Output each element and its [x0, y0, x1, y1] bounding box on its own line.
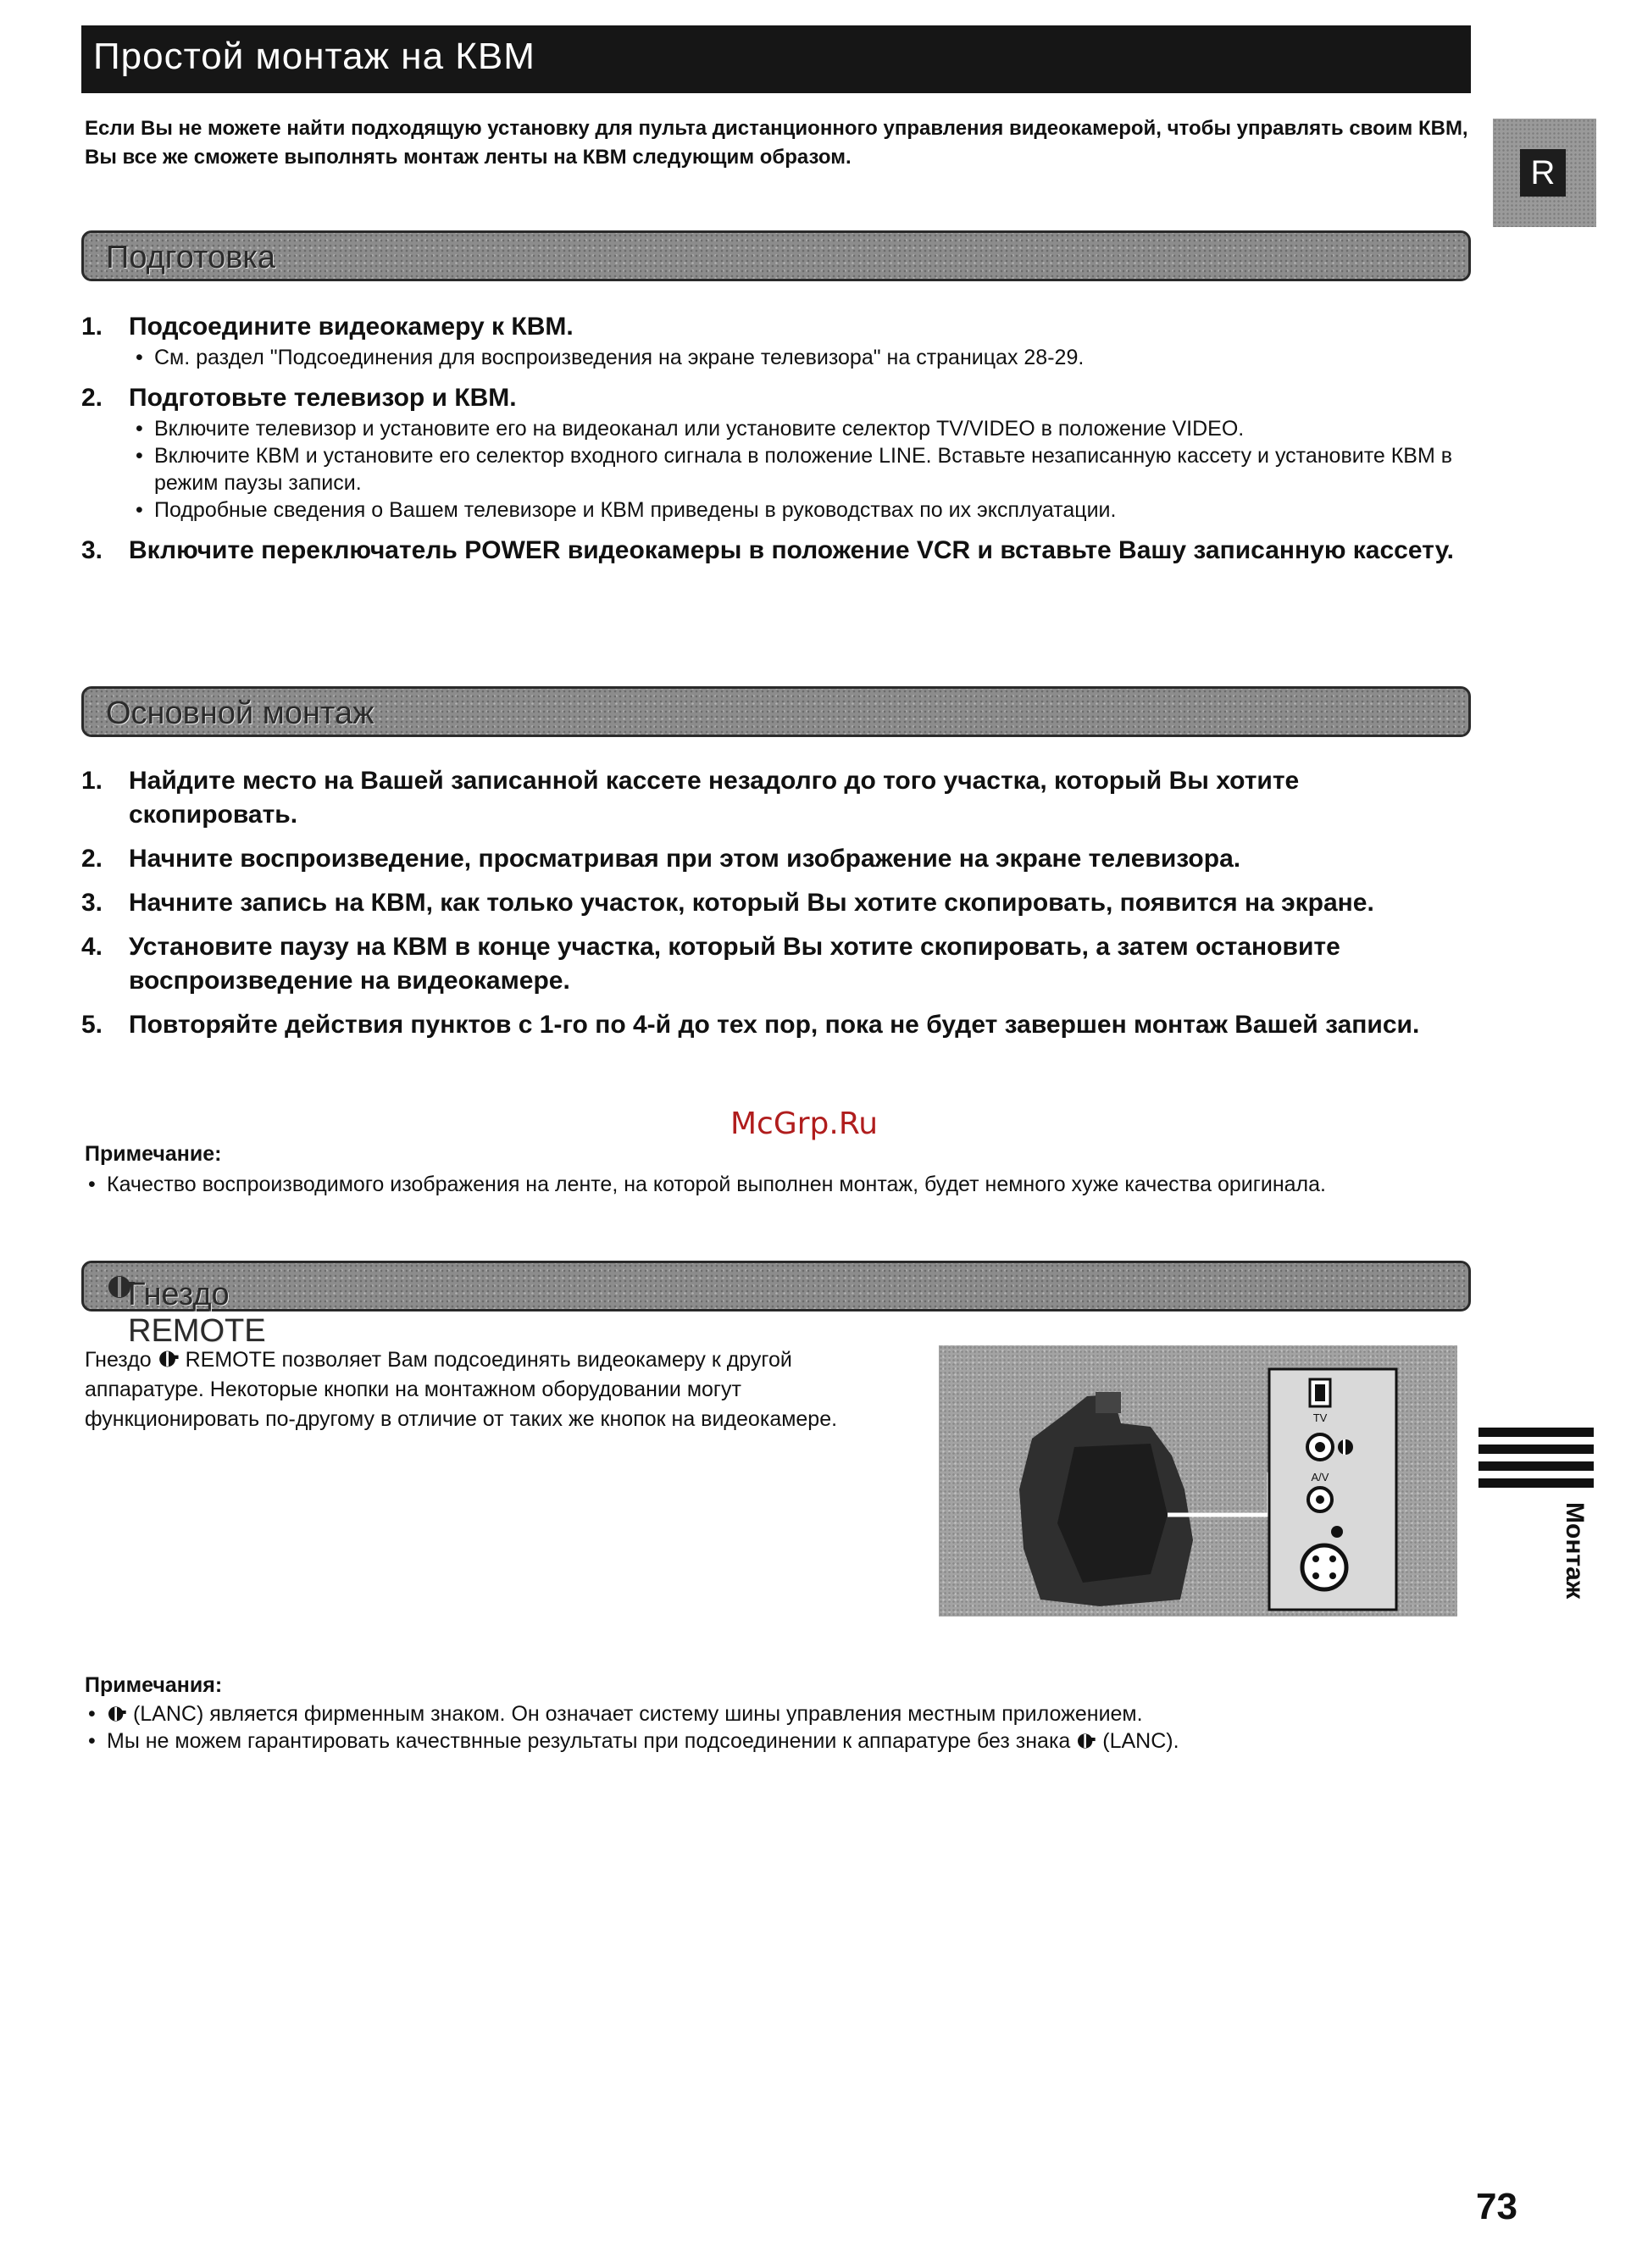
chapter-label-text: Монтаж	[1561, 1502, 1589, 1600]
tv-jack-label: TV	[1312, 1411, 1328, 1424]
language-tab	[1493, 119, 1596, 227]
intro-paragraph: Если Вы не можете найти подходящую установку для пульта дистанционного управления видеокамерой, чтобы управлять своим КВМ, Вы все же сможете выполнять монтаж ленты на КВМ следующим образом.	[85, 117, 1468, 169]
list-item	[81, 1008, 1471, 1042]
step-number: 5.	[81, 1011, 103, 1039]
bullet: • Подробные сведения о Вашем телевизоре и КВМ приведены в руководствах по их эксплуатации.	[129, 496, 1471, 524]
note-list	[81, 1171, 1471, 1198]
note-bullet	[81, 1700, 1471, 1727]
section-heading-basic-editing	[81, 686, 1471, 737]
page-title-bar	[81, 25, 1471, 93]
remote-text-prefix: Гнездо	[85, 1348, 152, 1372]
section-heading-remote	[81, 1261, 1471, 1349]
basic-editing-steps	[81, 764, 1471, 1052]
step-text: Подготовьте телевизор и КВМ.	[129, 384, 517, 412]
step-text: Повторяйте действия пунктов с 1-го по 4-й до тех пор, пока не будет завершен монтаж Вашей записи.	[129, 1011, 1420, 1039]
chapter-marker-bars	[1478, 1428, 1594, 1488]
step-number: 3.	[81, 536, 103, 564]
note-text: Мы не можем гарантировать качествнные результаты при подсоединении к аппаратуре без знака	[107, 1729, 1071, 1753]
camcorder-jack-figure	[939, 1345, 1457, 1616]
bullet: • См. раздел "Подсоединения для воспроизведения на экране телевизора" на страницах 28-29.	[129, 344, 1471, 371]
step-text: Установите паузу на КВМ в конце участка, который Вы хотите скопировать, а затем остановите воспроизведение на видеокамере.	[129, 933, 1340, 995]
notes-heading: Примечания:	[85, 1673, 223, 1697]
note-text: (LANC) является фирменным знаком. Он означает систему шины управления местным приложением.	[132, 1702, 1143, 1726]
step-number: 3.	[81, 889, 103, 917]
remote-text-body: REMOTE позволяет Вам подсоединять видеокамеру к другой аппаратуре. Некоторые кнопки на монтажном оборудовании могут функционировать по-другому в отличие от таких же кнопок на видеокамере.	[85, 1348, 838, 1431]
section-heading-preparation	[81, 230, 1471, 281]
step-number: 2.	[81, 845, 103, 873]
note-heading: Примечание:	[85, 1142, 222, 1166]
chapter-side-label	[1478, 1428, 1594, 1600]
step-text: Найдите место на Вашей записанной кассете незадолго до того участка, который Вы хотите скопировать.	[129, 767, 1300, 829]
section-heading-text: Основной монтаж	[106, 696, 374, 731]
step-text: Подсоедините видеокамеру к КВМ.	[129, 313, 574, 341]
step-number: 2.	[81, 384, 103, 412]
lanc-icon	[107, 1705, 127, 1723]
list-item	[81, 310, 1471, 371]
list-item	[81, 764, 1471, 832]
step-text: Начните запись на КВМ, как только участок, который Вы хотите скопировать, появится на экране.	[129, 889, 1374, 917]
section-heading-text	[106, 1270, 266, 1349]
step-text: Начните воспроизведение, просматривая при этом изображение на экране телевизора.	[129, 845, 1241, 873]
section-heading-text: Подготовка	[106, 240, 276, 275]
list-item	[81, 534, 1471, 568]
bullet: • Включите КВМ и установите его селектор входного сигнала в положение LINE. Вставьте незаписанную кассету и установите КВМ в режим паузы записи.	[129, 442, 1471, 496]
list-item	[81, 886, 1471, 920]
lanc-icon	[158, 1349, 180, 1369]
page-title: Простой монтаж на КВМ	[93, 36, 535, 77]
notes-list	[81, 1700, 1471, 1755]
step-number: 1.	[81, 313, 103, 341]
page-number: 73	[1476, 2186, 1517, 2227]
step-number: 1.	[81, 767, 103, 795]
section-heading-label: Гнездо REMOTE	[128, 1277, 266, 1349]
list-item	[81, 842, 1471, 876]
camcorder-illustration	[939, 1345, 1457, 1616]
language-tab-letter: R	[1520, 149, 1566, 197]
preparation-steps	[81, 310, 1471, 578]
bullet: • Включите телевизор и установите его на видеоканал или установите селектор TV/VIDEO в положение VIDEO.	[129, 415, 1471, 442]
note-text: (LANC).	[1102, 1729, 1179, 1753]
watermark: McGrp.Ru	[730, 1106, 879, 1141]
step-number: 4.	[81, 933, 103, 961]
av-jack-label: A/V	[1311, 1471, 1329, 1483]
list-item	[81, 930, 1471, 998]
remote-paragraph	[85, 1345, 898, 1434]
note-bullet: • Качество воспроизводимого изображения на ленте, на которой выполнен монтаж, будет немного хуже качества оригинала.	[81, 1171, 1471, 1198]
list-item	[81, 381, 1471, 524]
note-bullet	[81, 1727, 1471, 1755]
step-text: Включите переключатель POWER видеокамеры в положение VCR и вставьте Вашу записанную кассету.	[129, 536, 1454, 564]
lanc-icon	[1076, 1732, 1096, 1750]
